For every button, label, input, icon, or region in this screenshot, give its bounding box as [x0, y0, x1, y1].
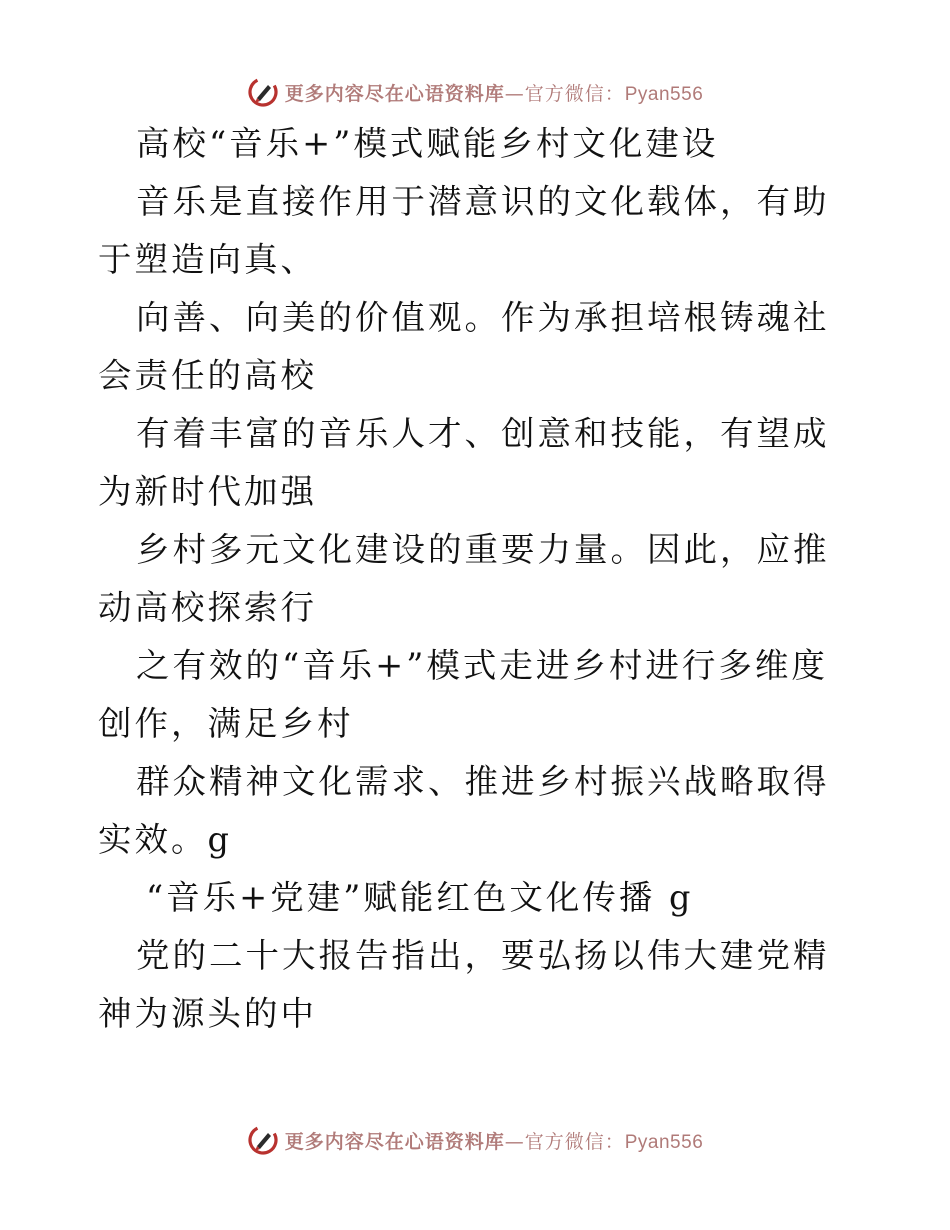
paragraph: 向善、向美的价值观。作为承担培根铸魂社会责任的高校 — [98, 298, 830, 395]
document-body — [98, 115, 858, 1043]
banner-main-text: 更多内容尽在心语资料库 — [284, 1130, 505, 1153]
paragraph: 党的二十大报告指出，要弘扬以伟大建党精神为源头的中 — [98, 936, 830, 1033]
header-banner — [0, 72, 950, 112]
banner-main-text: 更多内容尽在心语资料库 — [284, 82, 505, 105]
paragraph: 有着丰富的音乐人才、创意和技能，有望成为新时代加强 — [98, 414, 830, 511]
paragraph: 群众精神文化需求、推进乡村振兴战略取得实效。g — [98, 762, 830, 859]
section-heading: “音乐+党建”赋能红色文化传播 g — [146, 878, 694, 917]
paragraph: 之有效的“音乐+”模式走进乡村进行多维度创作，满足乡村 — [98, 646, 828, 743]
footer-banner — [0, 1120, 950, 1160]
banner-label: 官方微信： — [524, 1130, 625, 1153]
paragraph: 音乐是直接作用于潜意识的文化载体，有助于塑造向真、 — [98, 182, 830, 279]
banner-separator: — — [504, 1130, 525, 1153]
pen-logo-icon — [247, 1124, 279, 1156]
document-title: 高校“音乐+”模式赋能乡村文化建设 — [136, 124, 719, 163]
pen-logo-icon — [247, 76, 279, 108]
paragraph: 乡村多元文化建设的重要力量。因此，应推动高校探索行 — [98, 530, 830, 627]
banner-account: Pyan556 — [624, 1131, 704, 1153]
banner-account: Pyan556 — [624, 83, 704, 105]
banner-separator: — — [504, 82, 525, 105]
banner-label: 官方微信： — [524, 82, 625, 105]
